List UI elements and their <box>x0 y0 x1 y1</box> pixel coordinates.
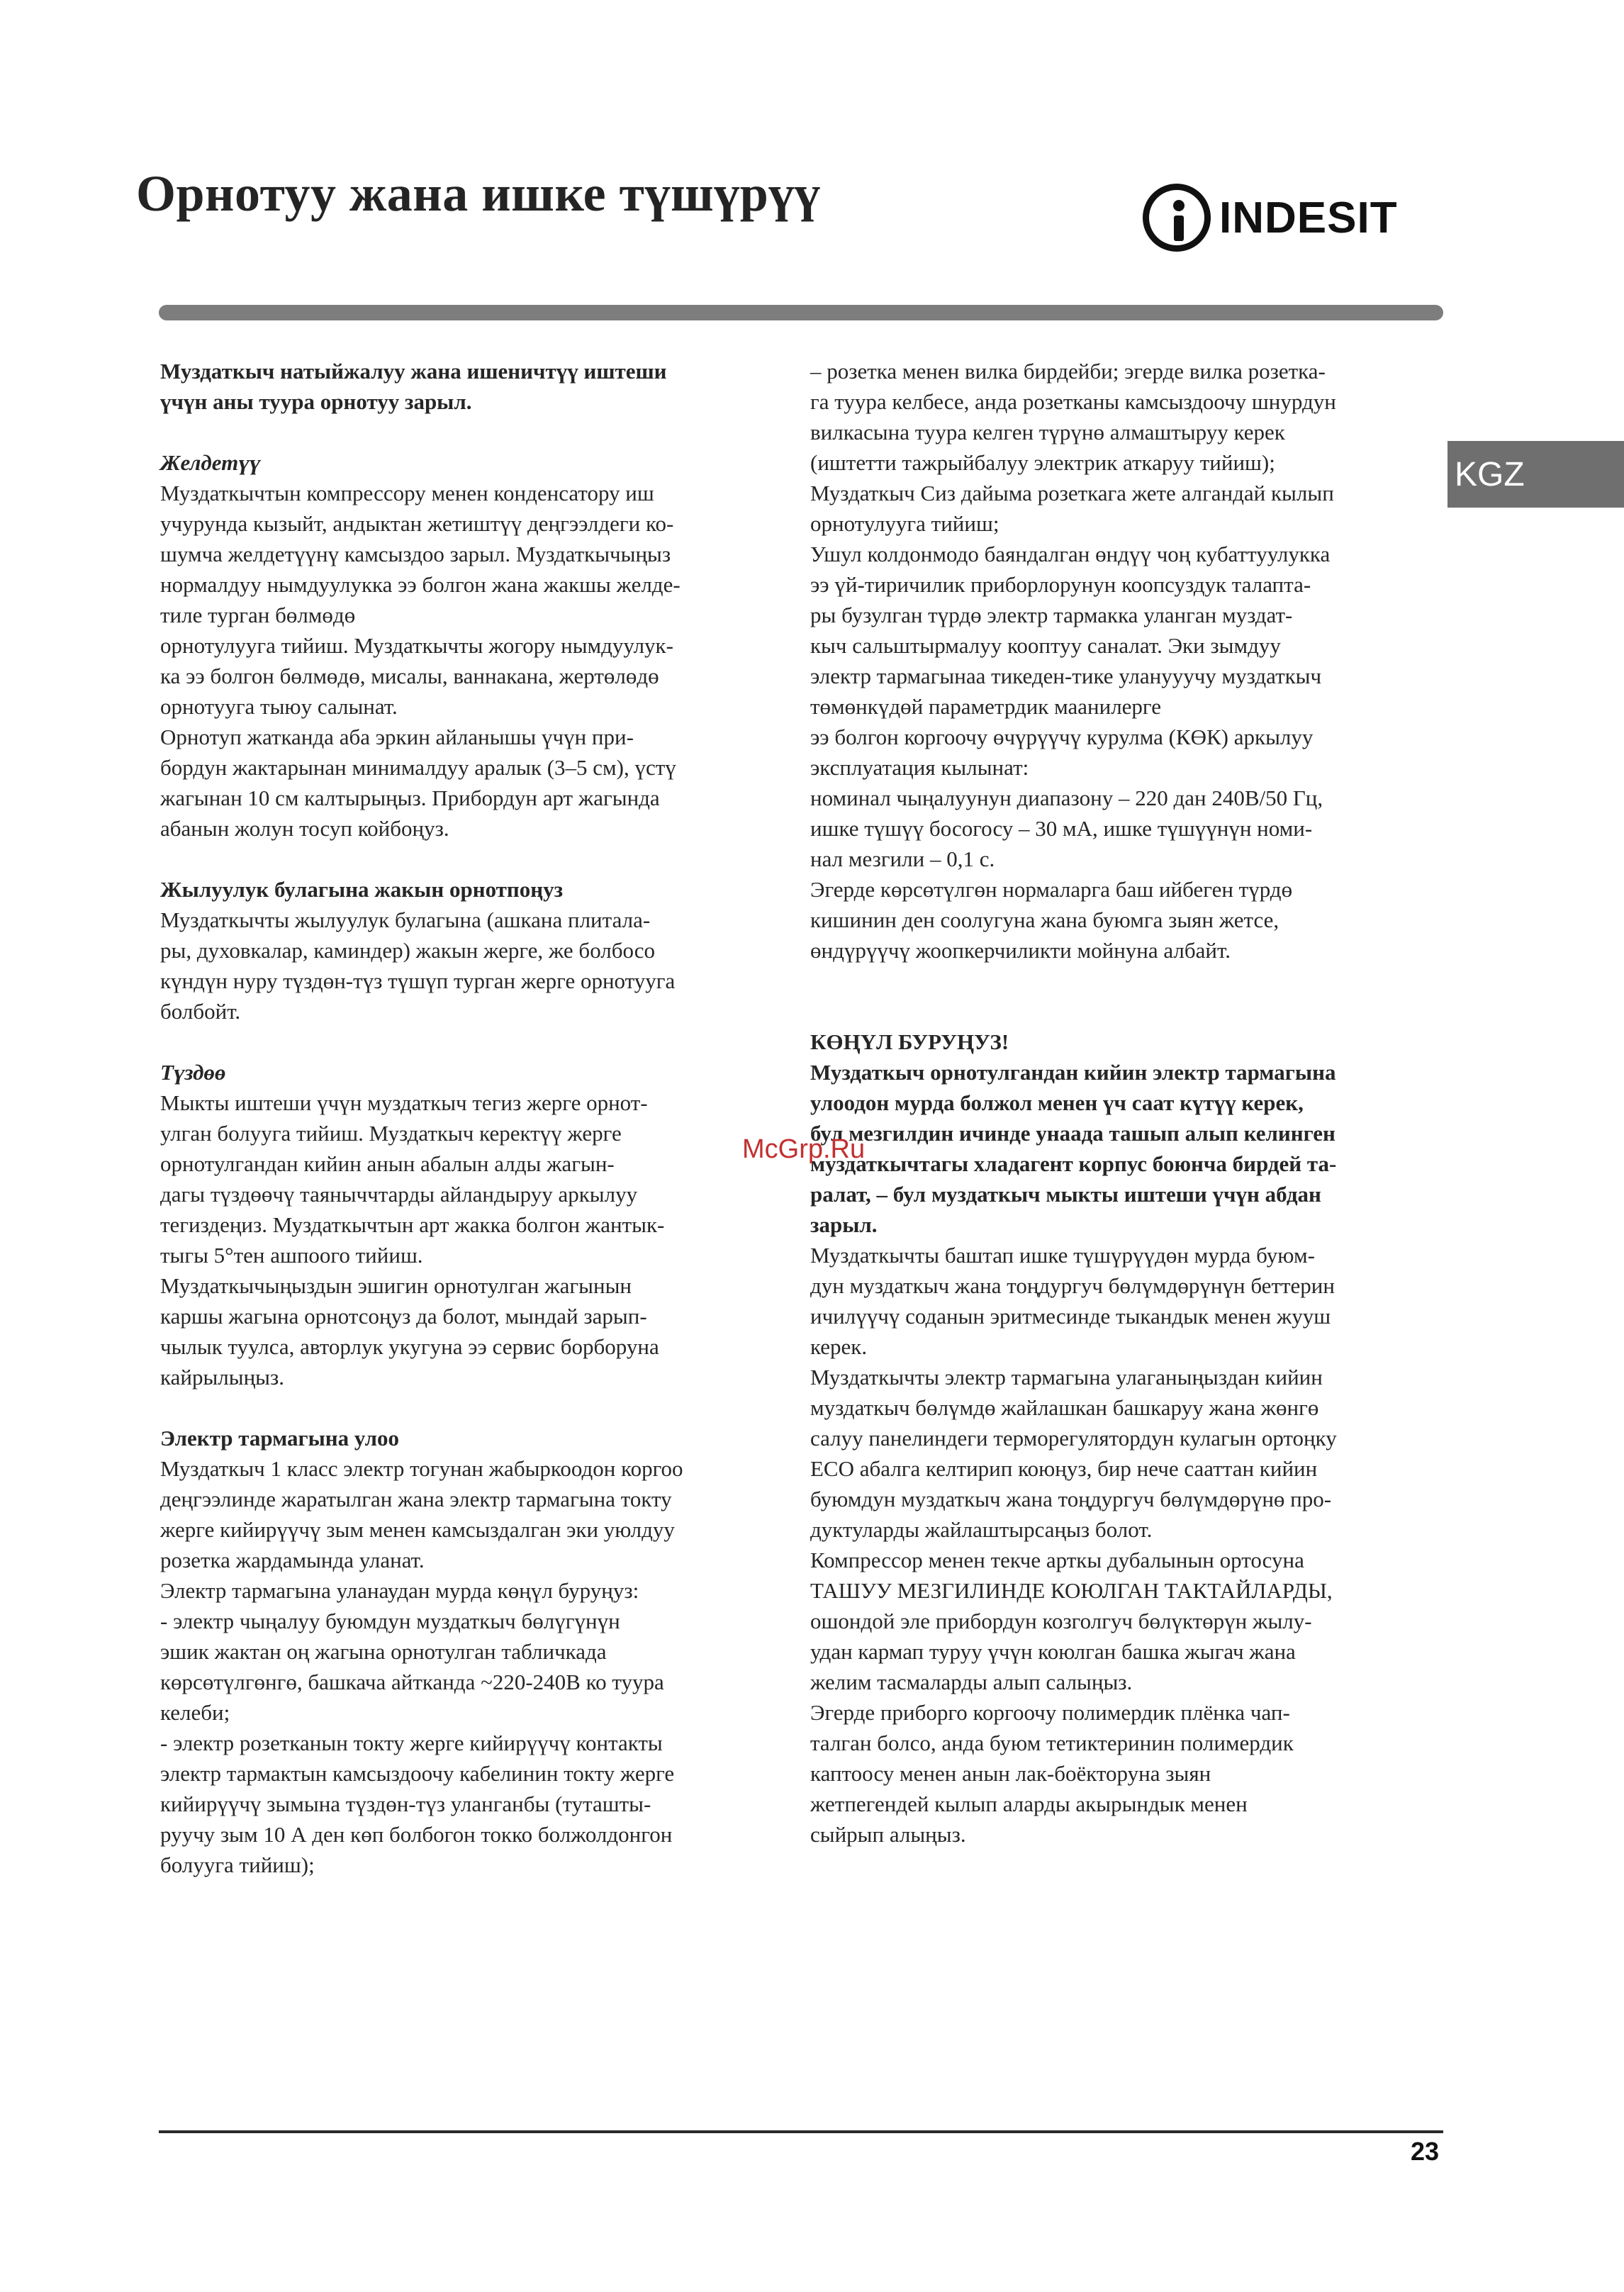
section-heading-ventilation: Желдетүү <box>160 450 261 475</box>
body-line: кыч сальштырмалуу кооптуу саналат. Эки зымдуу <box>810 633 1281 658</box>
body-line: - электр чыңалуу буюмдун муздаткыч бөлүгүнүн <box>160 1609 620 1633</box>
left-column <box>160 356 774 1880</box>
body-line: кишинин ден соолугуна жана буюмга зыян жетсе, <box>810 907 1279 932</box>
body-line: жетпегендей кылып аларды акырындык менен <box>810 1791 1248 1816</box>
body-line: кийирүүчү зымына түздөн-түз уланганбы (туташты- <box>160 1791 651 1816</box>
brand-logo <box>1143 179 1398 257</box>
body-line: болууга тийиш); <box>160 1852 315 1877</box>
body-line: бордун жактарынан минималдуу аралык (3–5 см), үстү <box>160 755 676 780</box>
body-line: удан кармап туруу үчүн коюлган башка жыгач жана <box>810 1639 1296 1664</box>
watermark: McGrp.Ru <box>742 1134 866 1164</box>
body-line: кайрылыңыз. <box>160 1365 284 1390</box>
body-line: дагы түздөөчү таяныччтарды айландыруу аркылуу <box>160 1182 638 1207</box>
body-line: номинал чыңалуунун диапазону – 220 дан 240В/50 Гц, <box>810 786 1323 810</box>
body-line: сыйрып алыңыз. <box>810 1822 966 1847</box>
body-line: тиле турган бөлмөдө <box>160 603 356 627</box>
body-line: талган болсо, анда буюм тетиктеринин полимердик <box>810 1731 1294 1755</box>
body-line: дуктуларды жайлаштырсаңыз болот. <box>810 1517 1153 1542</box>
body-line: улган болууга тийиш. Муздаткыч керектүү жерге <box>160 1121 622 1146</box>
body-line: электр тармагынаа тикеден-тике уланууучу муздаткыч <box>810 664 1322 688</box>
body-line: Электр тармагына уланаудан мурда көңүл буруңуз: <box>160 1578 639 1603</box>
body-line: ичилүүчү соданын эритмесинде тыкандык менен жууш <box>810 1304 1331 1329</box>
body-line: буюмдун муздаткыч жана тоңдургуч бөлүмдөрүнө про- <box>810 1487 1332 1511</box>
header-divider <box>159 305 1443 320</box>
body-line: орнотууга тыюу салынат. <box>160 694 398 719</box>
body-line: Эгерде приборго коргоочу полимердик плёнка чап- <box>810 1700 1290 1725</box>
body-line: Орнотуп жатканда аба эркин айланышы үчүн при- <box>160 725 634 749</box>
body-line: көрсөтүлгөнгө, башкача айтканда ~220-240В ко туура <box>160 1670 664 1694</box>
language-tab-label: KGZ <box>1455 455 1525 493</box>
body-line: тыгы 5°тен ашпоого тийиш. <box>160 1243 423 1268</box>
footer-divider <box>159 2130 1443 2133</box>
body-line: га туура келбесе, анда розетканы камсыздоочу шнурдун <box>810 389 1336 414</box>
warning-line: бул мезгилдин ичинде унаада ташып алып келинген <box>810 1121 1335 1146</box>
body-line: ры бузулган түрдө электр тармакка уланган муздат- <box>810 603 1293 627</box>
body-line: желим тасмаларды алып салыңыз. <box>810 1670 1133 1694</box>
body-line: - электр розетканын токту жерге кийирүүчү контакты <box>160 1731 663 1755</box>
body-line: жагынан 10 см калтырыңыз. Прибордун арт жагында <box>160 786 660 810</box>
body-line: розетка жардамында уланат. <box>160 1548 425 1572</box>
body-line: муздаткыч бөлүмдө жайлашкан башкаруу жана жөнгө <box>810 1395 1319 1420</box>
body-line: ТАШУУ МЕЗГИЛИНДЕ КОЮЛГАН ТАКТАЙЛАРДЫ, <box>810 1578 1333 1603</box>
body-line: келеби; <box>160 1700 230 1725</box>
section-heading-attention: КӨҢҮЛ БУРУҢУЗ! <box>810 1029 1009 1054</box>
body-line: – розетка менен вилка бирдейби; эгерде вилка розетка- <box>810 359 1326 384</box>
body-line: чылык туулса, авторлук укугуна ээ сервис борборуна <box>160 1334 659 1359</box>
body-line: шумча желдетүүнү камсыздоо зарыл. Муздаткычыңыз <box>160 542 671 566</box>
page-title: Орнотуу жана ишке түшүрүү <box>136 165 821 222</box>
body-line: Муздаткычты жылуулук булагына (ашкана плитала- <box>160 907 651 932</box>
body-line: деңгээлинде жаратылган жана электр тармагына токту <box>160 1487 672 1511</box>
body-line: орнотулууга тийиш; <box>810 511 999 536</box>
body-line: дун муздаткыч жана тоңдургуч бөлүмдөрүнүн беттерин <box>810 1273 1335 1298</box>
body-line: каршы жагына орнотсоңуз да болот, мындай зарып- <box>160 1304 647 1329</box>
body-line: Муздаткычты электр тармагына улаганыңыздан кийин <box>810 1365 1323 1390</box>
body-line: каптоосу менен анын лак-боёкторуна зыян <box>810 1761 1211 1786</box>
warning-line: зарыл. <box>810 1212 878 1237</box>
body-line: Мыкты иштеши үчүн муздаткыч тегиз жерге орнот- <box>160 1090 648 1115</box>
warning-line: Муздаткыч орнотулгандан кийин электр тармагына <box>810 1060 1336 1085</box>
body-line: Ушул колдонмодо баяндалган өндүү чоң кубаттуулукка <box>810 542 1331 566</box>
body-line: руучу зым 10 А ден көп болбогон токко болжолдонгон <box>160 1822 673 1847</box>
body-line: вилкасына туура келген түрүнө алмаштыруу керек <box>810 420 1285 445</box>
warning-line: ралат, – бул муздаткыч мыкты иштеши үчүн абдан <box>810 1182 1321 1207</box>
body-line: өндүрүүчү жоопкерчиликти мойнуна албайт. <box>810 938 1231 963</box>
body-line: ры, духовкалар, каминдер) жакын жерге, же болбосо <box>160 938 656 963</box>
body-line: күндүн нуру түздөн-түз түшүп турган жерге орнотууга <box>160 968 676 993</box>
body-line: Муздаткыч 1 класс электр тогунан жабыркоодон коргоо <box>160 1456 683 1481</box>
body-line: жерге кийирүүчү зым менен камсыздалган эки уюлдуу <box>160 1517 675 1542</box>
body-line: болбойт. <box>160 999 241 1024</box>
body-line: (иштетти тажрыйбалуу электрик аткаруу тийиш); <box>810 450 1275 475</box>
right-column <box>810 356 1434 1850</box>
body-line: ECO абалга келтирип коюңуз, бир нече сааттан кийин <box>810 1456 1318 1481</box>
body-line: ошондой эле прибордун козголгуч бөлүктөрүн жылу- <box>810 1609 1312 1633</box>
body-line: керек. <box>810 1334 868 1359</box>
body-line: ээ болгон коргоочу өчүрүүчү курулма (КӨК) аркылуу <box>810 725 1314 749</box>
warning-line: улоодон мурда болжол менен үч саат күтүү керек, <box>810 1090 1304 1115</box>
body-line: орнотулгандан кийин анын абалын алды жагын- <box>160 1151 615 1176</box>
section-heading-leveling: Түздөө <box>160 1060 226 1085</box>
body-line: учурунда кызыйт, андыктан жетиштүү деңгээлдеги ко- <box>160 511 674 536</box>
body-line: электр тармактын камсыздоочу кабелинин токту жерге <box>160 1761 675 1786</box>
body-line: ээ үй-тиричилик приборлорунун коопсуздук талапта- <box>810 572 1311 597</box>
indesit-logo-icon <box>1143 184 1211 252</box>
body-line: нал мезгили – 0,1 с. <box>810 846 995 871</box>
section-heading-electrical: Электр тармагына улоо <box>160 1426 400 1450</box>
section-heading-heat-sources: Жылуулук булагына жакын орнотпоңуз <box>160 877 564 902</box>
body-line: Муздаткычтын компрессору менен конденсатору иш <box>160 481 654 505</box>
body-line: тегиздеңиз. Муздаткычтын арт жакка болгон жантык- <box>160 1212 665 1237</box>
language-tab <box>1447 441 1624 508</box>
body-line: Муздаткычыңыздын эшигин орнотулган жагынын <box>160 1273 632 1298</box>
body-line: ишке түшүү босогосу – 30 мА, ишке түшүүнүн номи- <box>810 816 1313 841</box>
body-line: орнотулууга тийиш. Муздаткычты жогору нымдуулук- <box>160 633 673 658</box>
body-line: абанын жолун тосуп койбоңуз. <box>160 816 449 841</box>
body-line: ка ээ болгон бөлмөдө, мисалы, ваннакана, жертөлөдө <box>160 664 659 688</box>
body-line: салуу панелиндеги терморегулятордун кулагын ортоңку <box>810 1426 1337 1450</box>
intro-line: Муздаткыч натыйжалуу жана ишеничтүү иштеши <box>160 359 667 384</box>
intro-line: үчүн аны туура орнотуу зарыл. <box>160 389 472 414</box>
body-line: Эгерде көрсөтүлгөн нормаларга баш ийбеген түрдө <box>810 877 1293 902</box>
body-line: нормалдуу нымдуулукка ээ болгон жана жакшы желде- <box>160 572 681 597</box>
body-line: эшик жактан оң жагына орнотулган табличкада <box>160 1639 607 1664</box>
body-line: Компрессор менен текче арткы дубалынын ортосуна <box>810 1548 1304 1572</box>
body-line: төмөнкүдөй параметрдик маанилерге <box>810 694 1162 719</box>
body-line: Муздаткыч Сиз дайыма розеткага жете алгандай кылып <box>810 481 1334 505</box>
body-line: эксплуатация кылынат: <box>810 755 1029 780</box>
warning-line: муздаткычтагы хладагент корпус боюнча бирдей та- <box>810 1151 1337 1176</box>
page-number: 23 <box>1411 2137 1440 2166</box>
body-line: Муздаткычты баштап ишке түшүрүүдөн мурда буюм- <box>810 1243 1315 1268</box>
brand-name: INDESIT <box>1219 193 1398 242</box>
